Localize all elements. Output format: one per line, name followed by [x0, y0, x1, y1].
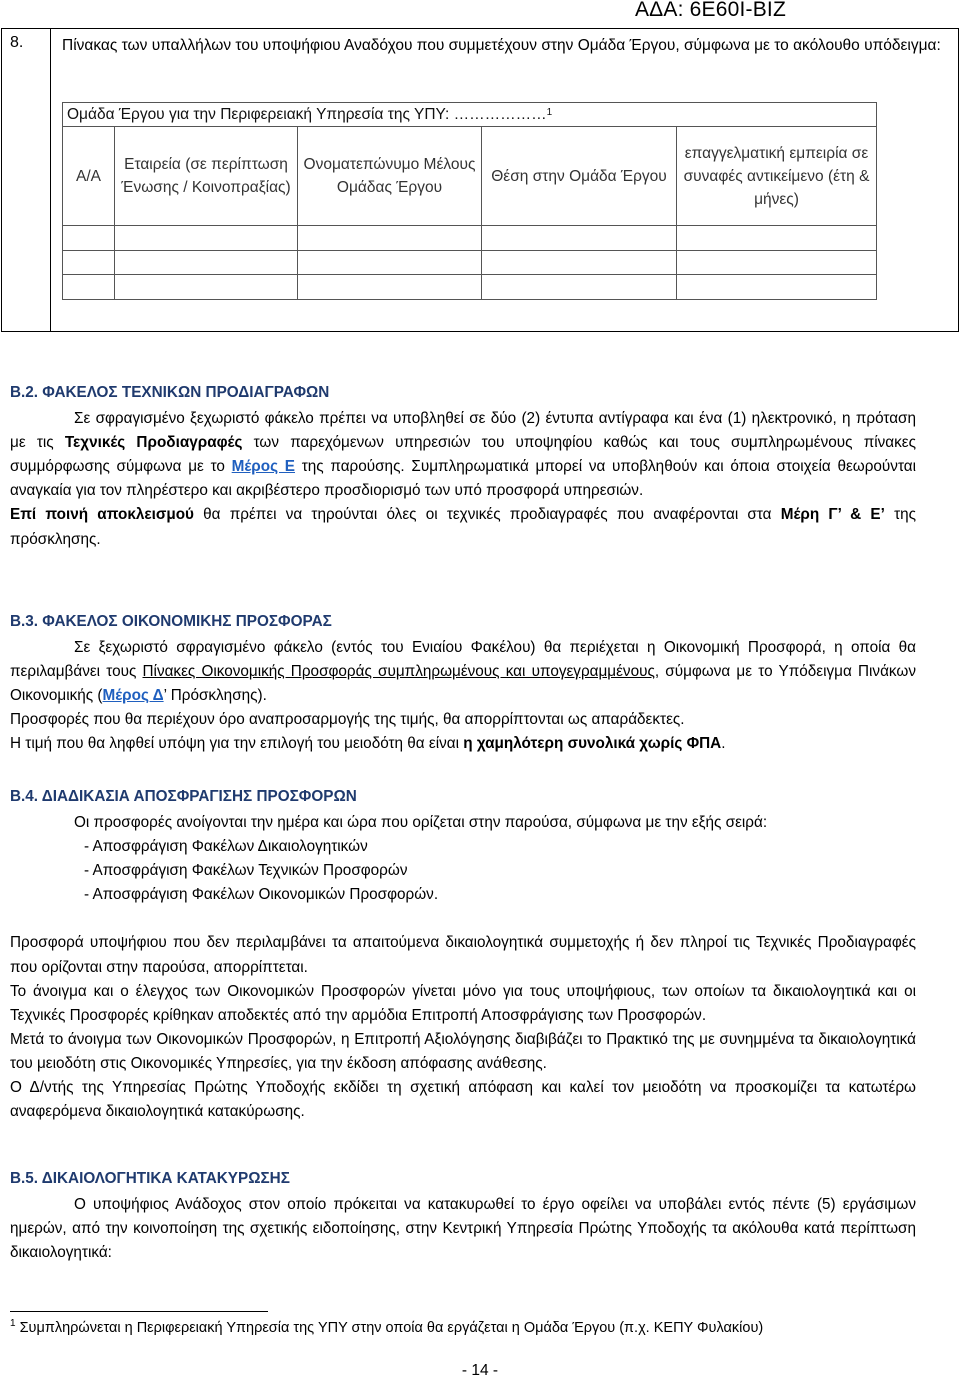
section-b5 [10, 1167, 916, 1265]
section-b4-p2: Το άνοιγμα και ο έλεγχος των Οικονομικών Προσφορών γίνεται μόνο για τους υποψήφιους, των οποίων τα δικαιολογητικά και οι Τεχνικές Προσφορές κρίθηκαν αποδεκτές από την αρμόδια Επιτροπή Αποσφράγισης των Προσφορών. [10, 982, 916, 1024]
footnote-separator [10, 1311, 268, 1312]
table-row [63, 251, 877, 275]
page-number: - 14 - [461, 1362, 499, 1379]
section-b3 [10, 610, 916, 757]
footnote-ref[interactable]: 1 [546, 107, 553, 118]
list-item: - Αποσφράγιση Φακέλων Τεχνικών Προσφορών [84, 862, 408, 880]
table-row [63, 226, 877, 251]
section-b4-heading: Β.4. ΔΙΑΔΙΚΑΣΙΑ ΑΠΟΣΦΡΑΓΙΣΗΣ ΠΡΟΣΦΟΡΩΝ [10, 788, 357, 805]
section-b2 [10, 381, 916, 552]
section-b3-p1: Σε ξεχωριστό σφραγισμένο φάκελο (εντός του Ενιαίου Φακέλου) θα περιέχεται η Οικονομική Προσφορά, η οποία θα περιλαμβάνει τους Πίνακες Οικονομικής Προσφοράς συμπληρωμένους και υπογεγραμμένους, σύμφωνα με το Υπόδειγμα Πινάκων Οικονομικής (Μέρος Δ’ Πρόσκλησης). [10, 639, 916, 705]
link-meros-e[interactable]: Μέρος Ε [231, 458, 295, 476]
link-meros-d[interactable]: Μέρος Δ [102, 687, 164, 705]
col-header-aa: Α/Α [63, 127, 115, 226]
section-b4-intro: Οι προσφορές ανοίγονται την ημέρα και ώρα που ορίζεται στην παρούσα, σύμφωνα με την εξής σειρά: [74, 814, 768, 832]
section-8-intro: Πίνακας των υπαλλήλων του υποψήφιου Αναδόχου που συμμετέχουν στην Ομάδα Έργου, σύμφωνα με το ακόλουθο υπόδειγμα: [62, 37, 941, 54]
team-table-title: Ομάδα Έργου για την Περιφερειακή Υπηρεσία της ΥΠΥ: ………………$^1$ [63, 103, 877, 127]
section-b3-heading: Β.3. ΦΑΚΕΛΟΣ ΟΙΚΟΝΟΜΙΚΗΣ ΠΡΟΣΦΟΡΑΣ [10, 613, 332, 630]
section-b2-p1: Σε σφραγισμένο ξεχωριστό φάκελο πρέπει να υποβληθεί σε δύο (2) έντυπα αντίγραφα και ένα (1) ηλεκτρονικό, η πρόταση με τις Τεχνικές Προδιαγραφές των παρεχόμενων υπηρεσιών του υποψηφίου καθώς και τους συμπληρωμένους πίνακες συμμόρφωσης σύμφωνα με το Μέρος Ε της παρούσης. Συμπληρωματικά μπορεί να υποβληθούν και όποια στοιχεία θεωρούνται αναγκαία για τον πληρέστερο και ακριβέστερο προσδιορισμό των υπό προσφορά υπηρεσιών. [10, 410, 917, 500]
section-b5-p1: Ο υποψήφιος Ανάδοχος στον οποίο πρόκειται να κατακυρωθεί το έργο οφείλει να υποβάλει εντός πέντε (5) εργάσιμων ημερών, από την κοινοποίηση της σχετικής ειδοποίησης, στην Κεντρική Υπηρεσία Πρώτης Υποδοχής τα ακόλουθα κατά περίπτωση δικαιολογητικά: [10, 1196, 916, 1262]
section-b3-p2: Προσφορές που θα περιέχουν όρο αναπροσαρμογής της τιμής, θα απορρίπτονται ως απαράδεκτες. [10, 711, 685, 729]
col-header-company: Εταιρεία (σε περίπτωση Ένωσης / Κοινοπραξίας) [115, 127, 298, 226]
list-item: - Αποσφράγιση Φακέλων Δικαιολογητικών [84, 838, 368, 856]
section-b5-heading: Β.5. ΔΙΚΑΙΟΛΟΓΗΤΙΚΑ ΚΑΤΑΚΥΡΩΣΗΣ [10, 1170, 290, 1187]
section-b4-p4: Ο Δ/ντής της Υπηρεσίας Πρώτης Υποδοχής εκδίδει τη σχετική απόφαση και καλεί τον μειοδότη να προσκομίζει τα κατωτέρω αναφερόμενα δικαιολογητικά κατακύρωσης. [10, 1079, 916, 1121]
section-b2-p2: Επί ποινή αποκλεισμού θα πρέπει να τηρούνται όλες οι τεχνικές προδιαγραφές που αναφέρονται στα Μέρη Γ’ & Ε’ της πρόσκλησης. [10, 506, 916, 548]
table-row [63, 275, 877, 300]
section-b3-p3: Η τιμή που θα ληφθεί υπόψη για την επιλογή του μειοδότη θα είναι η χαμηλότερη συνολικά χωρίς ΦΠΑ. [10, 735, 726, 753]
team-table [62, 102, 877, 300]
col-header-position: Θέση στην Ομάδα Έργου [482, 127, 677, 226]
section-b4-p3: Μετά το άνοιγμα των Οικονομικών Προσφορών, η Επιτροπή Αξιολόγησης διαβιβάζει το Πρακτικό της με συνημμένα τα δικαιολογητικά του μειοδότη στις Οικονομικές Υπηρεσίες, για την έκδοση απόφασης ανάθεσης. [10, 1030, 916, 1072]
section-8-number: 8. [10, 34, 24, 51]
section-b2-heading: Β.2. ΦΑΚΕΛΟΣ ΤΕΧΝΙΚΩΝ ΠΡΟΔΙΑΓΡΑΦΩΝ [10, 384, 330, 401]
section-b4-p1: Προσφορά υποψήφιου που δεν περιλαμβάνει τα απαιτούμενα δικαιολογητικά συμμετοχής ή δεν πληροί τις Τεχνικές Προδιαγραφές που ορίζονται στην παρούσα, απορρίπτεται. [10, 934, 916, 976]
list-item: - Αποσφράγιση Φακέλων Οικονομικών Προσφορών. [84, 886, 439, 904]
section-b4 [10, 785, 916, 1124]
col-header-experience: επαγγελματική εμπειρία σε συναφές αντικείμενο (έτη & μήνες) [677, 127, 877, 226]
ada-code: ΑΔΑ: 6Ε60Ι-ΒΙΖ [634, 0, 786, 21]
col-header-member-name: Ονοματεπώνυμο Μέλους Ομάδας Έργου [298, 127, 482, 226]
footnote: $^1$ Συμπληρώνεται η Περιφερειακή Υπηρεσία της ΥΠΥ στην οποία θα εργάζεται η Ομάδα Έργου (π.χ. ΚΕΠΥ Φυλακίου) [10, 1318, 764, 1336]
